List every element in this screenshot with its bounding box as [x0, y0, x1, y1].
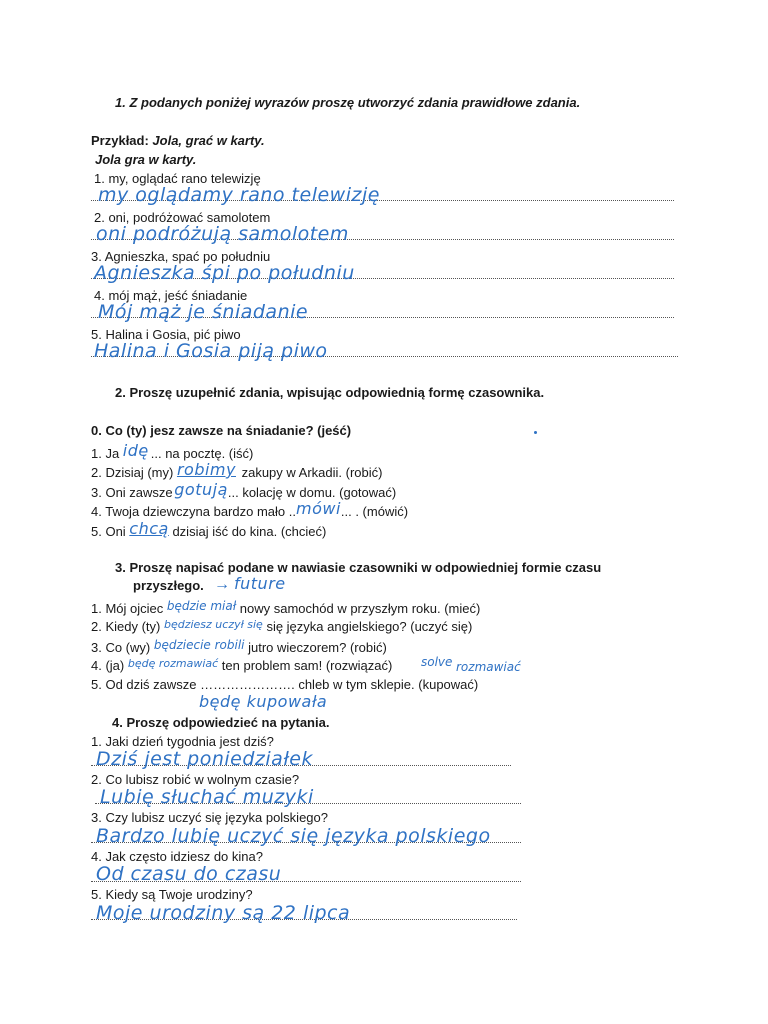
arrow-icon: → [214, 576, 230, 593]
ex2-heading: 2. Proszę uzupełnić zdania, wpisując odpowiednią formę czasownika. [115, 385, 545, 400]
ex1-prompt-1: 1. my, oglądać rano telewizję [94, 171, 261, 186]
ex3-line-5: 5. Od dziś zawsze …………………. chleb w tym sklepie. (kupować) [91, 677, 479, 692]
ex3-before-3: 3. Co (wy) [91, 640, 154, 655]
ex3-before-4: 4. (ja) [91, 658, 128, 673]
ex2-after-4: ... . (mówić) [340, 504, 409, 519]
ex3-heading-line1: 3. Proszę napisać podane w nawiasie czasowniki w odpowiedniej formie czasu [115, 560, 602, 575]
ex3-after-2: się języka angielskiego? (uczyć się) [262, 619, 473, 634]
note-solve: solve [421, 655, 453, 669]
ex4-answer-1: Dziś jest poniedziałek [96, 748, 313, 770]
ex1-answer-2: oni podróżują samolotem [96, 223, 349, 245]
ex3-answer-2: będziesz uczył się [163, 618, 263, 631]
ex1-answer-1: my oglądamy rano telewizję [98, 184, 380, 206]
note-rozmawiac: rozmawiać [456, 660, 521, 674]
ex4-heading: 4. Proszę odpowiedzieć na pytania. [112, 715, 330, 730]
ex1-answer-3: Agnieszka śpi po południu [94, 262, 355, 284]
ex3-before-2: 2. Kiedy (ty) [91, 619, 164, 634]
ex1-answer-4: Mój mąż je śniadanie [98, 301, 309, 323]
ex2-before-1: 1. Ja [91, 446, 123, 461]
ex2-line-5 [91, 521, 326, 541]
ex2-before-3: 3. Oni zawsze [91, 485, 177, 500]
note-future: future [234, 574, 286, 593]
ex1-prompt-2: 2. oni, podróżować samolotem [94, 210, 271, 225]
ex2-line-3 [91, 482, 396, 502]
ex2-answer-1: idę [122, 441, 149, 460]
ex3-answer-5: będę kupowała [199, 692, 328, 711]
ex4-answer-5: Moje urodziny są 22 lipca [96, 902, 351, 924]
ex2-after-2: zakupy w Arkadii. (robić) [237, 465, 383, 480]
ex4-question-1: 1. Jaki dzień tygodnia jest dziś? [91, 734, 274, 749]
ex3-after-4: ten problem sam! (rozwiązać) [218, 658, 393, 673]
ex4-answer-2: Lubię słuchać muzyki [100, 786, 314, 808]
ex1-prompt-4: 4. mój mąż, jeść śniadanie [94, 288, 248, 303]
ex3-answer-3: będziecie robili [153, 638, 245, 652]
example-sentence: Jola gra w karty. [95, 152, 197, 167]
ex3-heading-line2: przyszłego. [133, 578, 204, 593]
ex4-question-3: 3. Czy lubisz uczyć się języka polskiego? [91, 810, 328, 825]
ex2-line-2 [91, 462, 382, 482]
ex1-heading: 1. Z podanych poniżej wyrazów proszę utworzyć zdania prawidłowe zdania. [115, 95, 581, 110]
ex1-prompt-3: 3. Agnieszka, spać po południu [91, 249, 271, 264]
ex2-answer-2: robimy [176, 460, 236, 479]
ex3-line-2 [91, 618, 472, 638]
ex4-question-5: 5. Kiedy są Twoje urodziny? [91, 887, 253, 902]
ex3-before-1: 1. Mój ojciec [91, 601, 167, 616]
ex3-after-1: nowy samochód w przyszłym roku. (mieć) [236, 601, 481, 616]
ex2-after-3: ... kolację w domu. (gotować) [227, 485, 397, 500]
ex3-line-4 [91, 657, 392, 677]
ex2-before-2: 2. Dzisiaj (my) [91, 465, 177, 480]
ex1-example [91, 133, 265, 149]
ex2-after-1: ... na pocztę. (iść) [150, 446, 254, 461]
ex4-answer-3: Bardzo lubię uczyć się języka polskiego [96, 825, 491, 847]
ex2-after-5: dzisiaj iść do kina. (chcieć) [168, 524, 327, 539]
ex3-line-1 [91, 599, 480, 619]
ex2-answer-5: chcą [129, 519, 169, 538]
ex2-answer-3: gotują [174, 480, 228, 499]
ex3-answer-4: będę rozmawiać [127, 657, 219, 670]
ex2-before-4: 4. Twoja dziewczyna bardzo mało .. [91, 504, 296, 519]
ex1-prompt-5: 5. Halina i Gosia, pić piwo [91, 327, 241, 342]
ex2-answer-4: mówi [295, 499, 341, 518]
ex4-answer-4: Od czasu do czasu [96, 863, 282, 885]
ex2-before-5: 5. Oni [91, 524, 130, 539]
ink-dot [534, 431, 537, 434]
ex4-question-4: 4. Jak często idziesz do kina? [91, 849, 263, 864]
example-label: Przykład: [91, 133, 153, 148]
ex4-question-2: 2. Co lubisz robić w wolnym czasie? [91, 772, 300, 787]
ex1-answer-5: Halina i Gosia piją piwo [94, 340, 328, 362]
ex3-line-3 [91, 638, 387, 658]
ex3-after-3: jutro wieczorem? (robić) [244, 640, 387, 655]
ex2-line-4 [91, 501, 408, 521]
ex3-answer-1: będzie miał [166, 599, 237, 613]
example-words: Jola, grać w karty. [152, 133, 265, 148]
ex2-example: 0. Co (ty) jesz zawsze na śniadanie? (jeść) [91, 423, 352, 438]
